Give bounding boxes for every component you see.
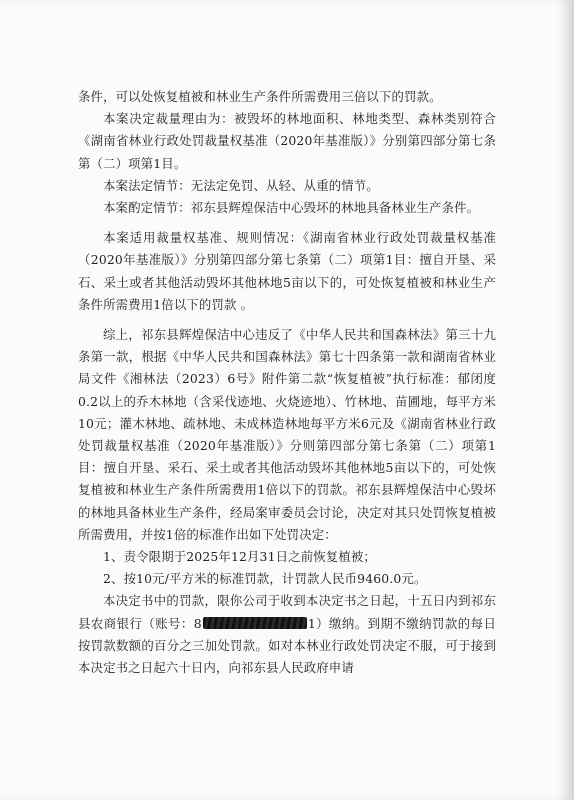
payment-text-after: 1）缴纳。到期不缴纳罚款的每日按罚款数额的百分之三加处罚款。如对本林业行政处罚决定不服，可于接到本决定书之日起六十日内，向祁东县人民政府申请 bbox=[78, 615, 496, 676]
document-body bbox=[78, 86, 496, 679]
paragraph-penalty-limit: 条件，可以处恢复植被和林业生产条件所需费用三倍以下的罚款。 bbox=[78, 89, 442, 104]
redacted-account-number bbox=[203, 617, 307, 629]
paragraph-payment-and-appeal bbox=[78, 590, 496, 679]
paragraph-conclusion: 综上，祁东县辉煌保洁中心违反了《中华人民共和国森林法》第三十九条第一款，根据《中华人民共和国森林法》第七十四条第一款和湖南省林业局文件《湘林法（2023）6号》附件第二款“恢复植被”执行标准：郁闭度0.2以上的乔木林地（含采伐迹地、火烧迹地）、竹林地、苗圃地，每平方米10元；灌木林地、疏林地、未成林造林地每平方米6元及《湖南省林业行政处罚裁量权基准（2020年基准版）》分则第四部分第七条第（二）项第1目：擅自开垦、采石、采土或者其他活动毁坏其他林地5亩以下的，可处恢复植被和林业生产条件所需费用1倍以下的罚款。祁东县辉煌保洁中心毁坏的林地具备林业生产条件，经局案审委员会讨论，决定对其只处罚恢复植被所需费用，并按1倍的标准作出如下处罚决定： bbox=[78, 327, 496, 542]
decision-item-1: 1、责令限期于2025年12月31日之前恢复植被； bbox=[103, 549, 376, 565]
paragraph-applied-standard: 本案适用裁量权基准、规则情况：《湖南省林业行政处罚裁量权基准（2020年基准版）》分别第四部分第七条第（二）项第1目：擅自开垦、采石、采土或者其他活动毁坏其他林地5亩以下的，可处恢复植被和林业生产条件所需费用1倍以下的罚款 。 bbox=[78, 230, 496, 312]
decision-item-2: 2、按10元/平方米的标准罚款，计罚款人民币9460.0元。 bbox=[103, 571, 427, 587]
paragraph-discretion-reason: 本案决定裁量理由为：被毁坏的林地面积、林地类型、森林类别符合《湖南省林业行政处罚裁量权基准（2020年基准版）》分别第四部分第七条第（二）项第1目。 bbox=[78, 111, 496, 171]
paragraph-legal-circumstances: 本案法定情节：无法定免罚、从轻、从重的情节。 bbox=[103, 177, 379, 193]
payment-text-before: 本决定书中的罚款，限你公司于收到本决定书之日起，十五日内到祁东县农商银行（账号：8 bbox=[78, 593, 496, 631]
page-edge-shadow bbox=[556, 0, 574, 800]
paragraph-discretionary-circumstances: 本案酌定情节：祁东县辉煌保洁中心毁坏的林地具备林业生产条件。 bbox=[103, 200, 480, 216]
